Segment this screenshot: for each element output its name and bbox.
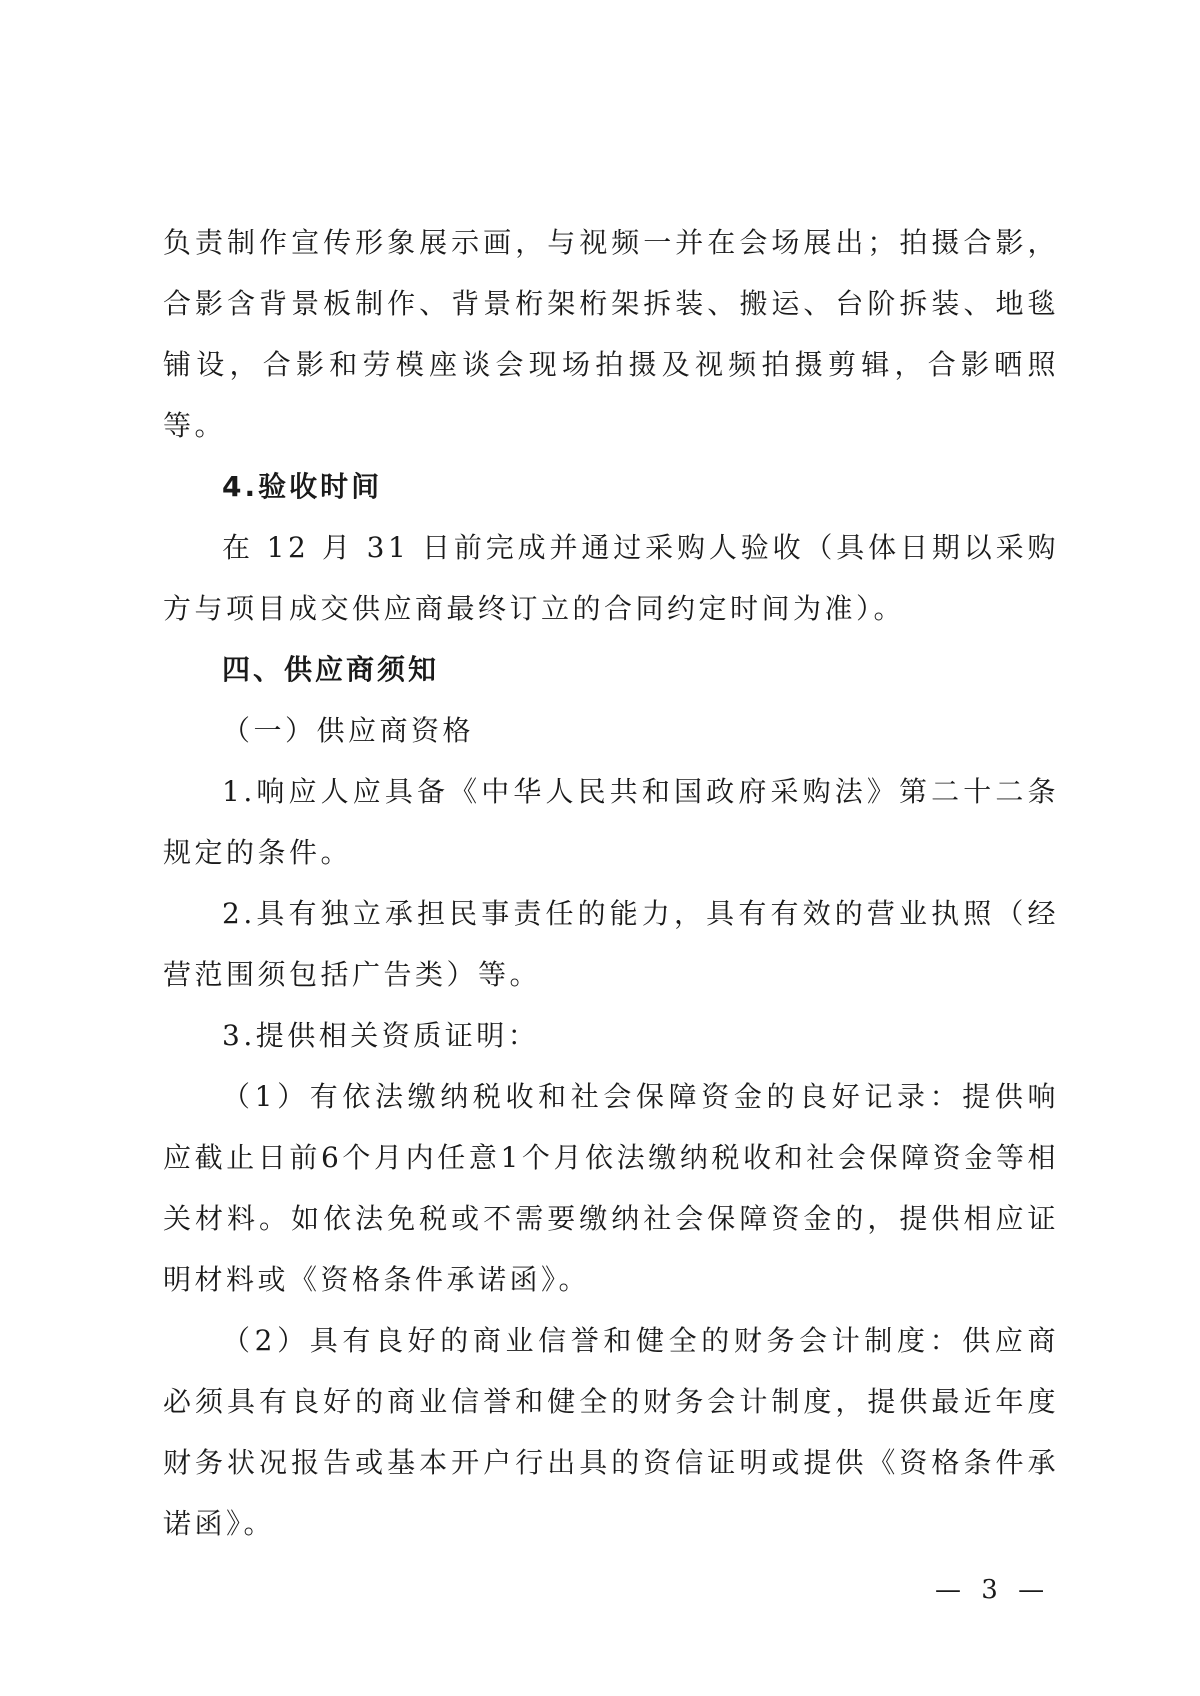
paragraph-qualification-3: 3.提供相关资质证明：: [222, 1019, 540, 1052]
heading-supplier-notice: 四、供应商须知: [222, 653, 440, 686]
heading-acceptance-time: 4.验收时间: [222, 470, 383, 503]
document-body: [163, 212, 1059, 1554]
paragraph-financial-system: （2）具有良好的商业信誉和健全的财务会计制度：供应商必须具有良好的商业信誉和健全的财务会计制度，提供最近年度财务状况报告或基本开户行出具的资信证明或提供《资格条件承诺函》。: [163, 1324, 1059, 1540]
paragraph-acceptance-deadline: 在 12 月 31 日前完成并通过采购人验收（具体日期以采购方与项目成交供应商最终订立的合同约定时间为准）。: [163, 531, 1059, 625]
page-number: — 3 —: [935, 1575, 1051, 1605]
subheading-supplier-qualification: （一）供应商资格: [222, 714, 475, 747]
paragraph-qualification-1: 1.响应人应具备《中华人民共和国政府采购法》第二十二条规定的条件。: [163, 775, 1059, 869]
paragraph-qualification-2: 2.具有独立承担民事责任的能力，具有有效的营业执照（经营范围须包括广告类）等。: [163, 897, 1059, 991]
paragraph-exhibition-duties: 负责制作宣传形象展示画，与视频一并在会场展出；拍摄合影，合影含背景板制作、背景桁架桁架拆装、搬运、台阶拆装、地毯铺设，合影和劳模座谈会现场拍摄及视频拍摄剪辑，合影晒照等。: [163, 226, 1059, 442]
paragraph-tax-social-security: （1）有依法缴纳税收和社会保障资金的良好记录：提供响应截止日前6个月内任意1个月依法缴纳税收和社会保障资金等相关材料。如依法免税或不需要缴纳社会保障资金的，提供相应证明材料或《资格条件承诺函》。: [163, 1080, 1059, 1296]
